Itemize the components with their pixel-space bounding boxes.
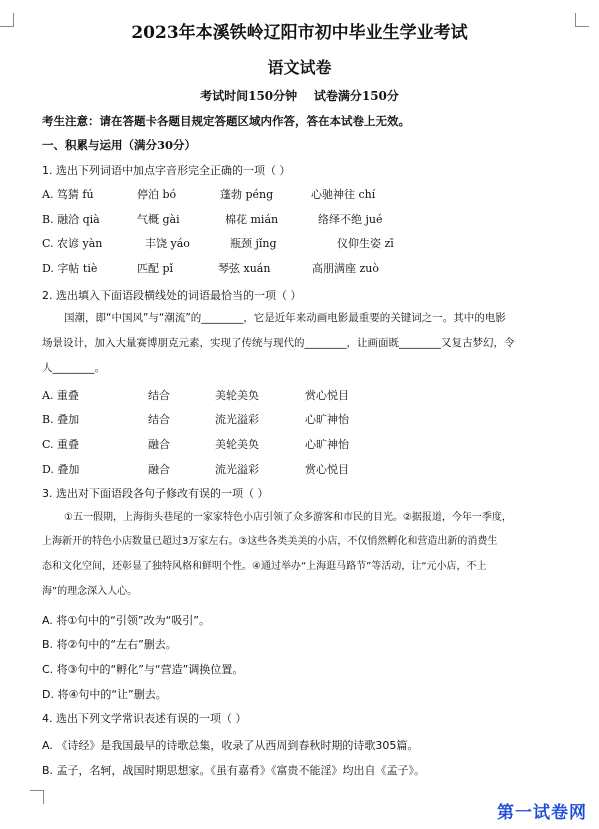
option: 融合 (148, 463, 170, 476)
exam-info: 考试时间150分钟 试卷满分150分 (200, 89, 399, 103)
option: 瓶颈 jǐng (230, 237, 277, 250)
option: 匹配 pǐ (137, 262, 174, 275)
option: A. 笃猜 fú (42, 188, 94, 201)
option: 心驰神往 chí (311, 188, 376, 201)
option: 赏心悦目 (305, 389, 349, 402)
option: 流光溢彩 (215, 463, 259, 476)
option: A. 将①句中的“引领”改为“吸引”。 (42, 614, 210, 627)
option: 棉花 mián (225, 213, 279, 226)
passage-line: 场景设计，加入大量赛博朋克元素，实现了传统与现代的________，让画面既________又复古梦幻，令 (42, 337, 515, 349)
option: C. 农谚 yàn (42, 237, 103, 250)
option: 流光溢彩 (215, 413, 259, 426)
option: D. 将④句中的“让”删去。 (42, 688, 167, 701)
watermark-brand: 第一试卷网 (497, 803, 587, 823)
option: 结合 (148, 413, 170, 426)
passage-line: 态和文化空间，还彰显了独特风格和鲜明个性。④通过举办“上海逛马路节”等活动，让“元小店，不上 (42, 561, 487, 572)
passage-line: 上海新开的特色小店数量已超过3万家左右。③这些各类美美的小店，不仅悄然孵化和营造出新的消费生 (42, 536, 498, 547)
option: 琴弦 xuán (218, 262, 271, 275)
option: B. 融洽 qià (42, 213, 100, 226)
passage-line: 国潮，即“中国风”与“潮流”的________，它是近年来动画电影最重要的关键词之一。其中的电影 (64, 312, 506, 324)
option: 停泊 bó (137, 188, 177, 201)
subject-title: 语文试卷 (267, 58, 332, 77)
question-stem: 2. 选出填入下面语段横线处的词语最恰当的一项（ ） (42, 289, 302, 302)
option: 心旷神怡 (305, 438, 349, 451)
option: 仪仰生姿 zī (337, 237, 394, 250)
notice: 考生注意：请在答题卡各题目规定答题区域内作答，答在本试卷上无效。 (42, 114, 410, 128)
option: A. 《诗经》是我国最早的诗歌总集，收录了从西周到春秋时期的诗歌305篇。 (42, 739, 419, 752)
option: B. 叠加 (42, 413, 80, 426)
question-stem: 1. 选出下列词语中加点字音形完全正确的一项（ ） (42, 164, 291, 177)
option: 蓬勃 péng (220, 188, 274, 201)
option: 丰饶 yáo (145, 237, 190, 250)
option: 美轮美奂 (215, 389, 259, 402)
exam-title: 2023年本溪铁岭辽阳市初中毕业生学业考试 (131, 23, 468, 43)
option: 气概 gài (137, 213, 180, 226)
option: 美轮美奂 (215, 438, 259, 451)
option: 络绎不绝 jué (318, 213, 383, 226)
option: B. 将②句中的“左右”删去。 (42, 638, 177, 651)
section-heading: 一、积累与运用（满分30分） (42, 138, 197, 152)
option: C. 重叠 (42, 438, 80, 451)
option: B. 孟子，名轲，战国时期思想家。《虽有嘉肴》《富贵不能淫》均出自《孟子》。 (42, 764, 426, 777)
question-stem: 4. 选出下列文学常识表述有误的一项（ ） (42, 712, 247, 725)
option: C. 将③句中的“孵化”与“营造”调换位置。 (42, 663, 244, 676)
passage-line: 海”的理念深入人心。 (42, 586, 138, 597)
crop-mark (30, 790, 44, 791)
option: 赏心悦目 (305, 463, 349, 476)
passage-line: ①五一假期，上海街头巷尾的一家家特色小店引领了众多游客和市民的目光。②据报道，今年一季度， (64, 512, 512, 523)
option: 心旷神怡 (305, 413, 349, 426)
passage-line: 人________。 (42, 362, 105, 374)
question-stem: 3. 选出对下面语段各句子修改有误的一项（ ） (42, 487, 269, 500)
option: 高朋满座 zuò (312, 262, 379, 275)
option: A. 重叠 (42, 389, 79, 402)
option: D. 叠加 (42, 463, 80, 476)
option: 结合 (148, 389, 170, 402)
option: 融合 (148, 438, 170, 451)
crop-mark (43, 790, 44, 804)
option: D. 字帖 tiè (42, 262, 98, 275)
